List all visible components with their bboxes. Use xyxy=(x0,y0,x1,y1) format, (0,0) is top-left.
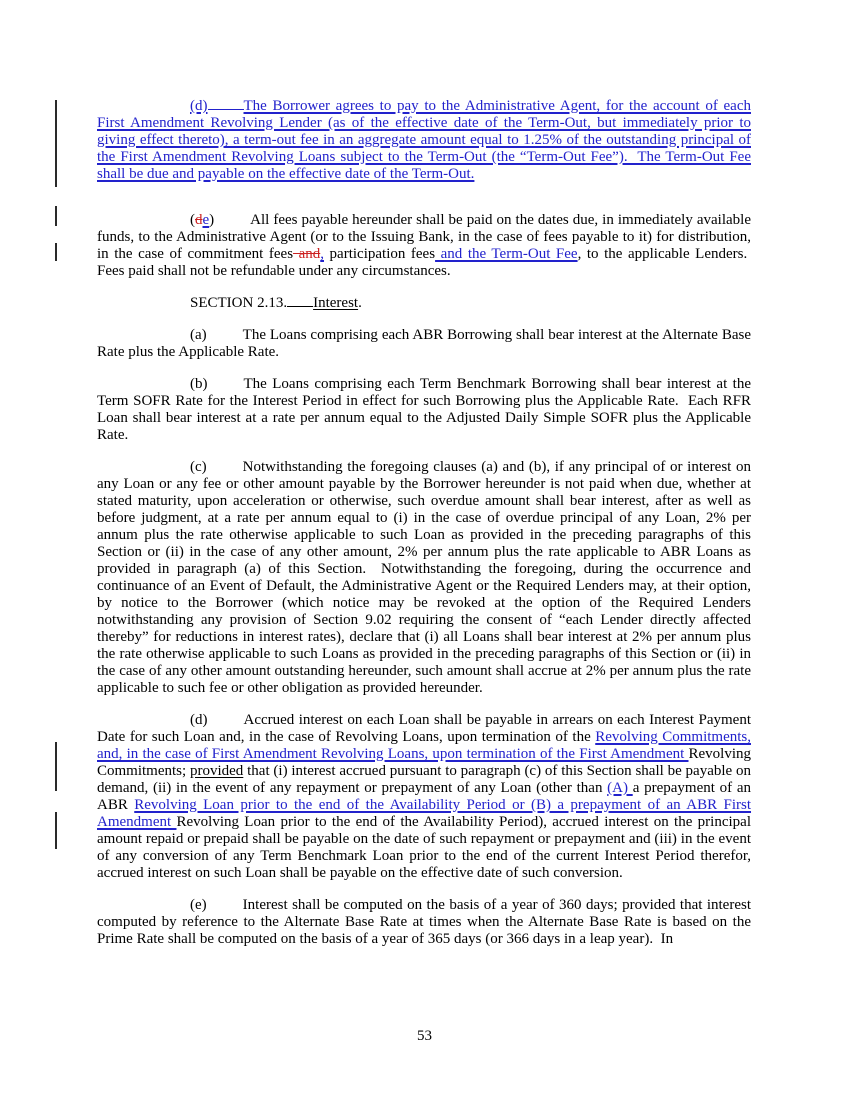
text-run-n: (b) xyxy=(190,376,208,392)
text-run-itab xyxy=(208,109,244,110)
text-run-i: e xyxy=(202,212,210,228)
text-run-n: Revolving Loan prior to the end of the Availability Period), accrued interest on the principal amount repaid or prepaid shall be payable on the date of such repayment or prepayment and (iii) in the event of any conversion of any Term Benchmark Loan prior to the end of the current Interest Period therefor, accrued interest on such Loan shall be payable on the effective date of such conversion. xyxy=(97,814,752,881)
para-d-accrued-interest xyxy=(97,712,751,882)
para-c-default-interest xyxy=(97,459,751,697)
change-bar-interest-d-insertion-block-1 xyxy=(55,742,57,791)
para-d-term-out-fee xyxy=(97,98,751,183)
text-run-n: All fees payable hereunder shall be paid on the dates due, in immediately available funds, to the Administrative Agent (or to the Issuing Bank, in the case of fees payable to it) for distribution, in the case of commitment fees xyxy=(97,212,751,262)
text-run-i: (d) xyxy=(190,98,208,114)
text-run-d: and xyxy=(293,246,321,262)
text-run-n: (d) xyxy=(190,712,208,728)
text-run-n: ( xyxy=(190,212,195,228)
text-run-i: The Borrower agrees to pay to the Administrative Agent, for the account of each First Amendment Revolving Lender (as of the effective date of the Term-Out, but immediately prior to giving effect thereto), a term-out fee in an aggregate amount equal to 1.25% of the outstanding principal of the First Amendment Revolving Loans subject to the Term-Out (the “Term-Out Fee”). The Term-Out Fee shall be due and payable on the effective date of the Term-Out. xyxy=(97,98,751,182)
text-run-n: Interest shall be computed on the basis of a year of 360 days; provided that interest computed by reference to the Alternate Base Rate at times when the Alternate Base Rate is based on the Prime Rate shall be computed on the basis of a year of 365 days (or 366 days in a leap year). In xyxy=(97,897,751,947)
text-run-u: Interest xyxy=(313,295,359,311)
text-run-n: (c) xyxy=(190,459,207,475)
text-run-u: provided xyxy=(189,763,244,779)
text-run-d: d xyxy=(195,212,203,228)
text-run-i: Revolving Commitments, and, in the case of First Amendment Revolving Loans, upon termination of the First Amendment xyxy=(97,729,751,762)
text-run-n: The Loans comprising each ABR Borrowing shall bear interest at the Alternate Base Rate plus the Applicable Rate. xyxy=(97,327,751,360)
change-bar-fees-payable-line-3 xyxy=(55,243,57,261)
document-body xyxy=(97,98,751,963)
text-run-i: Revolving Loan prior to the end of the Availability Period or (B) a prepayment of an ABR First Amendment xyxy=(97,797,752,830)
section-heading-2-13 xyxy=(97,295,751,312)
text-run-n: Revolving Commitments; xyxy=(97,746,751,779)
text-run-n: Accrued interest on each Loan shall be payable in arrears on each Interest Payment Date for such Loan and, in the case of Revolving Loans, upon termination of the xyxy=(97,712,751,745)
para-a-abr-borrowing xyxy=(97,327,751,361)
page-number: 53 xyxy=(417,1028,432,1044)
para-e-fees-payable xyxy=(97,212,751,280)
text-run-n: a prepayment of an ABR xyxy=(97,780,751,813)
change-bar-interest-d-insertion-block-2 xyxy=(55,812,57,849)
text-run-utab xyxy=(287,306,313,307)
text-run-n: (e) xyxy=(190,897,207,913)
text-run-i: and the Term-Out Fee xyxy=(435,246,578,262)
text-run-n: that (i) interest accrued pursuant to paragraph (c) of this Section shall be payable on demand, (ii) in the event of any repayment or prepayment of any Loan (other than xyxy=(97,763,751,796)
text-run-n: The Loans comprising each Term Benchmark Borrowing shall bear interest at the Term SOFR Rate for the Interest Period in effect for such Borrowing plus the Applicable Rate. Each RFR Loan shall bear interest at a rate per annum equal to the Adjusted Daily Simple SOFR plus the Applicable Rate. xyxy=(97,376,751,443)
text-run-n: , to the applicable Lenders. Fees paid shall not be refundable under any circumstances. xyxy=(97,246,751,279)
text-run-n: participation fees xyxy=(324,246,436,262)
text-run-i: , xyxy=(320,246,324,262)
para-e-computation xyxy=(97,897,751,948)
text-run-i: (A) xyxy=(607,780,633,796)
text-run-n: Notwithstanding the foregoing clauses (a) and (b), if any principal of or interest on any Loan or any fee or other amount payable by the Borrower hereunder is not paid when due, whether at stated maturity, upon acceleration or otherwise, such overdue amount shall bear interest, after as well as before judgment, at a rate per annum equal to (i) in the case of overdue principal of any Loan, 2% per annum plus the rate otherwise applicable to such Loan as provided in the preceding paragraphs of this Section or (ii) in the case of any other amount, 2% per annum plus the rate applicable to ABR Loans as provided in paragraph (a) of this Section. Notwithstanding the foregoing, during the occurrence and continuance of an Event of Default, the Administrative Agent or the Required Lenders may, at their option, by notice to the Borrower (which notice may be revoked at the option of the Required Lenders notwithstanding any provision of Section 9.02 requiring the consent of “each Lender directly affected thereby” for reductions in interest rates), declare that (i) all Loans shall bear interest at 2% per annum plus the rate otherwise applicable to such Loans as provided in the preceding paragraphs of this Section or (ii) in the case of any other amount outstanding hereunder, such amount shall accrue at 2% per annum plus the rate applicable to such fee or other obligation as provided hereunder. xyxy=(97,459,751,696)
text-run-n: SECTION 2.13. xyxy=(190,295,288,311)
change-bar-fees-payable-line-1 xyxy=(55,206,57,226)
text-run-n: ) xyxy=(209,212,215,228)
change-bar-inserted-term-out-fee-paragraph xyxy=(55,100,57,187)
text-run-n: . xyxy=(358,295,362,311)
para-b-term-benchmark xyxy=(97,376,751,444)
text-run-n: (a) xyxy=(190,327,207,343)
